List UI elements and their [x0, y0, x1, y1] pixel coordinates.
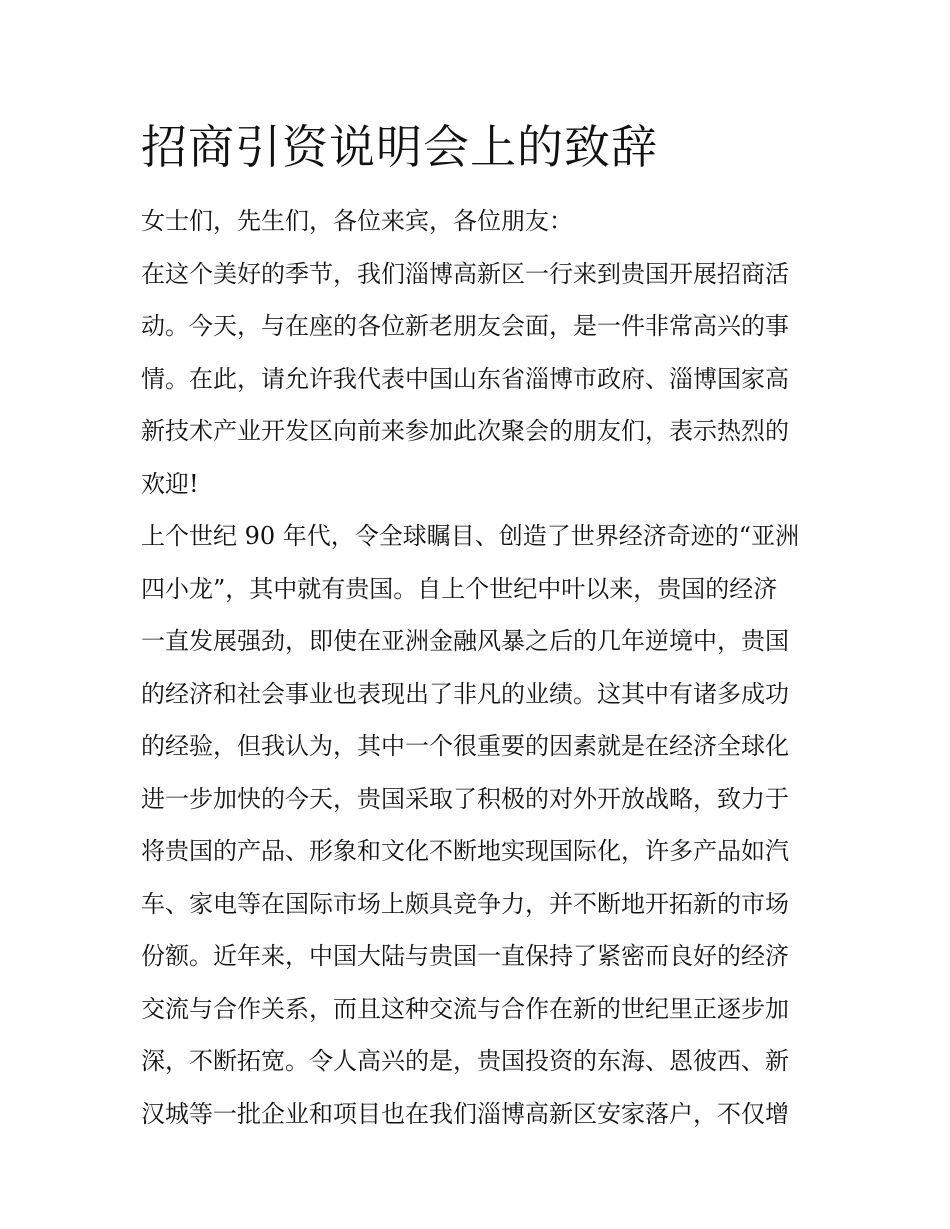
text-line: 情。在此，请允许我代表中国山东省淄博市政府、淄博国家高 [141, 364, 789, 393]
text-line: 女士们，先生们，各位来宾，各位朋友： [141, 207, 573, 235]
text-line: 动。今天，与在座的各位新老朋友会面，是一件非常高兴的事 [141, 312, 789, 340]
text-line: 份额。近年来，中国大陆与贵国一直保持了紧密而良好的经济 [141, 942, 789, 970]
text-line: 四小龙”，其中就有贵国。自上个世纪中叶以来，贵国的经济 [141, 574, 778, 603]
text-line: 交流与合作关系，而且这种交流与合作在新的世纪里正逐步加 [141, 994, 789, 1023]
text-line: 上个世纪 90 年代，令全球瞩目、创造了世界经济奇迹的“亚洲 [141, 522, 800, 550]
document-body [141, 116, 817, 1140]
document-title: 招商引资说明会上的致辞 [141, 120, 658, 174]
text-line: 车、家电等在国际市场上颇具竞争力，并不断地开拓新的市场 [141, 889, 789, 918]
speech-text [141, 195, 817, 1140]
text-line: 将贵国的产品、形象和文化不断地实现国际化，许多产品如汽 [141, 837, 789, 865]
text-line: 的经济和社会事业也表现出了非凡的业绩。这其中有诸多成功 [141, 679, 789, 708]
text-line: 在这个美好的季节，我们淄博高新区一行来到贵国开展招商活 [141, 259, 789, 288]
text-line: 欢迎! [141, 469, 199, 498]
text-line: 一直发展强劲，即使在亚洲金融风暴之后的几年逆境中，贵国 [141, 627, 789, 655]
text-line: 的经验，但我认为，其中一个很重要的因素就是在经济全球化 [141, 732, 789, 760]
text-line: 汉城等一批企业和项目也在我们淄博高新区安家落户，不仅增 [141, 1099, 789, 1128]
text-line: 新技术产业开发区向前来参加此次聚会的朋友们，表示热烈的 [141, 417, 789, 445]
text-line: 深，不断拓宽。令人高兴的是，贵国投资的东海、恩彼西、新 [141, 1047, 789, 1075]
text-line: 进一步加快的今天，贵国采取了积极的对外开放战略，致力于 [141, 784, 789, 813]
